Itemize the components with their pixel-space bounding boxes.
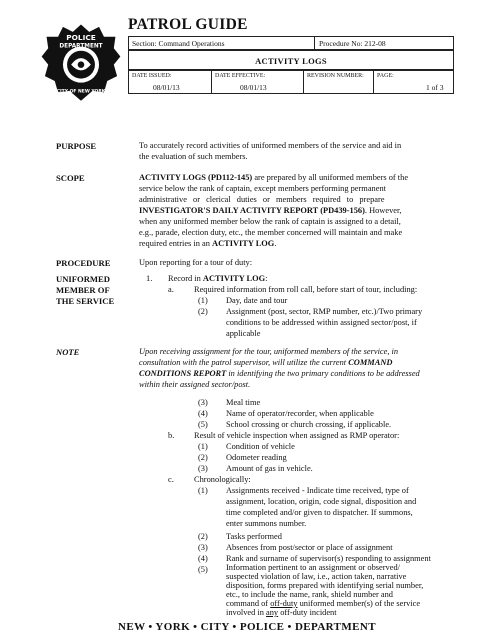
header-title-row	[128, 50, 454, 70]
item-a1-number: (1)	[198, 296, 208, 305]
scope-line-2: service below the rank of captain, except members performing permanent	[139, 184, 386, 193]
purpose-label: PURPOSE	[56, 141, 97, 151]
section-field: Section: Command Operations	[132, 39, 225, 48]
scope-line-7: required entries in an ACTIVITY LOG.	[139, 239, 277, 248]
purpose-line-1: To accurately record activities of uniformed members of the service and aid in	[139, 141, 402, 150]
page-cell: PAGE: 1 of 3	[373, 71, 454, 93]
item-b-letter: b.	[168, 431, 175, 440]
item-b1-number: (1)	[198, 442, 208, 451]
uniformed-label-3: THE SERVICE	[56, 296, 115, 306]
procedure-label: PROCEDURE	[56, 258, 111, 268]
item-a-text: Required information from roll call, before start of tour, including:	[194, 285, 418, 294]
item-c5-line-1: Information pertinent to an assignment or observed/	[226, 563, 400, 572]
item-c1-line-1: Assignments received - Indicate time received, type of	[226, 486, 409, 495]
item-c-letter: c.	[168, 475, 174, 484]
header-section-row	[128, 36, 454, 50]
item-b2-text: Odometer reading	[226, 453, 287, 462]
item-a5-number: (5)	[198, 420, 208, 429]
step-1-text: Record in ACTIVITY LOG:	[168, 274, 268, 283]
procedure-number-field: Procedure No: 212-08	[319, 39, 386, 48]
item-c1-line-2: assignment, location, origin, code signal, disposition and	[226, 497, 417, 506]
item-c5-line-3: disposition, forms prepared with identifying serial number,	[226, 581, 424, 590]
item-c5-number: (5)	[198, 565, 208, 574]
item-c4-number: (4)	[198, 554, 208, 563]
item-a2-line-1: Assignment (post, sector, RMP number, etc.)/Two primary	[226, 307, 423, 316]
item-a2-number: (2)	[198, 307, 208, 316]
note-label: NOTE	[56, 347, 80, 357]
scope-label: SCOPE	[56, 173, 85, 183]
item-b-text: Result of vehicle inspection when assigned as RMP operator:	[194, 431, 400, 440]
police-department-shield-logo	[40, 22, 122, 104]
item-b3-number: (3)	[198, 464, 208, 473]
item-a1-text: Day, date and tour	[226, 296, 288, 305]
item-c1-number: (1)	[198, 486, 208, 495]
item-c3-text: Absences from post/sector or place of assignment	[226, 543, 393, 552]
footer-banner: NEW • YORK • CITY • POLICE • DEPARTMENT	[118, 621, 376, 633]
guide-title: PATROL GUIDE	[128, 16, 248, 33]
item-c1-line-3: time completed and/or given to dispatcher. If summons,	[226, 508, 413, 517]
item-b1-text: Condition of vehicle	[226, 442, 295, 451]
step-1-number: 1.	[146, 274, 153, 283]
revision-number-cell: REVISION NUMBER:	[303, 71, 374, 93]
item-c5-line-4: etc., to include the name, rank, shield number and	[226, 590, 393, 599]
item-c3-number: (3)	[198, 543, 208, 552]
item-c2-text: Tasks performed	[226, 532, 282, 541]
item-c1-line-4: enter summons number.	[226, 519, 307, 528]
item-a-letter: a.	[168, 285, 174, 294]
item-c5-line-6: involved in any off-duty incident	[226, 608, 337, 617]
scope-line-3: administrative or clerical duties or members required to prepare	[139, 195, 385, 204]
item-b3-text: Amount of gas in vehicle.	[226, 464, 313, 473]
item-c5-line-2: suspected violation of law, i.e., action taken, narrative	[226, 572, 407, 581]
item-b2-number: (2)	[198, 453, 208, 462]
note-line-3: CONDITIONS REPORT in identifying the two primary conditions to be addressed	[139, 369, 420, 378]
item-c2-number: (2)	[198, 532, 208, 541]
scope-line-1: ACTIVITY LOGS (PD112-145) are prepared by all uniformed members of the	[139, 173, 409, 182]
uniformed-label-1: UNIFORMED	[56, 274, 110, 284]
logo-text-police: POLICE	[66, 33, 96, 43]
item-c5-line-5: command of off-duty uniformed member(s) of the service	[226, 599, 421, 608]
item-a3-number: (3)	[198, 398, 208, 407]
note-line-1: Upon receiving assignment for the tour, uniformed members of the service, in	[139, 347, 399, 356]
item-c-text: Chronologically:	[194, 475, 251, 484]
uniformed-label-2: MEMBER OF	[56, 285, 110, 295]
item-a2-line-3: applicable	[226, 329, 261, 338]
item-a5-text: School crossing or church crossing, if applicable.	[226, 420, 392, 429]
header-dates-row	[128, 70, 454, 94]
scope-line-6: e.g., parade, election duty, etc., the member concerned will maintain and make	[139, 228, 403, 237]
scope-line-4: INVESTIGATOR'S DAILY ACTIVITY REPORT (PD439-156). However,	[139, 206, 402, 215]
item-a4-number: (4)	[198, 409, 208, 418]
document-title: ACTIVITY LOGS	[255, 56, 327, 66]
item-c4-text: Rank and surname of supervisor(s) responding to assignment	[226, 554, 431, 563]
scope-line-5: when any uniformed member below the rank of captain is assigned to a detail,	[139, 217, 401, 226]
logo-text-department: DEPARTMENT	[59, 43, 103, 50]
logo-text-city: CITY OF NEW YORK	[56, 89, 106, 95]
item-a2-line-2: conditions to be addressed within assigned sector/post, if	[226, 318, 417, 327]
date-effective-cell: DATE EFFECTIVE: 08/01/13	[211, 71, 304, 93]
note-line-2: consultation with the patrol supervisor, will utilize the current COMMAND	[139, 358, 393, 367]
item-a4-text: Name of operator/recorder, when applicable	[226, 409, 374, 418]
purpose-line-2: the evaluation of such members.	[139, 152, 248, 161]
procedure-text: Upon reporting for a tour of duty:	[139, 258, 253, 267]
note-line-4: within their assigned sector/post.	[139, 380, 251, 389]
date-issued-cell: DATE ISSUED: 08/01/13	[132, 73, 180, 92]
item-a3-text: Meal time	[226, 398, 261, 407]
